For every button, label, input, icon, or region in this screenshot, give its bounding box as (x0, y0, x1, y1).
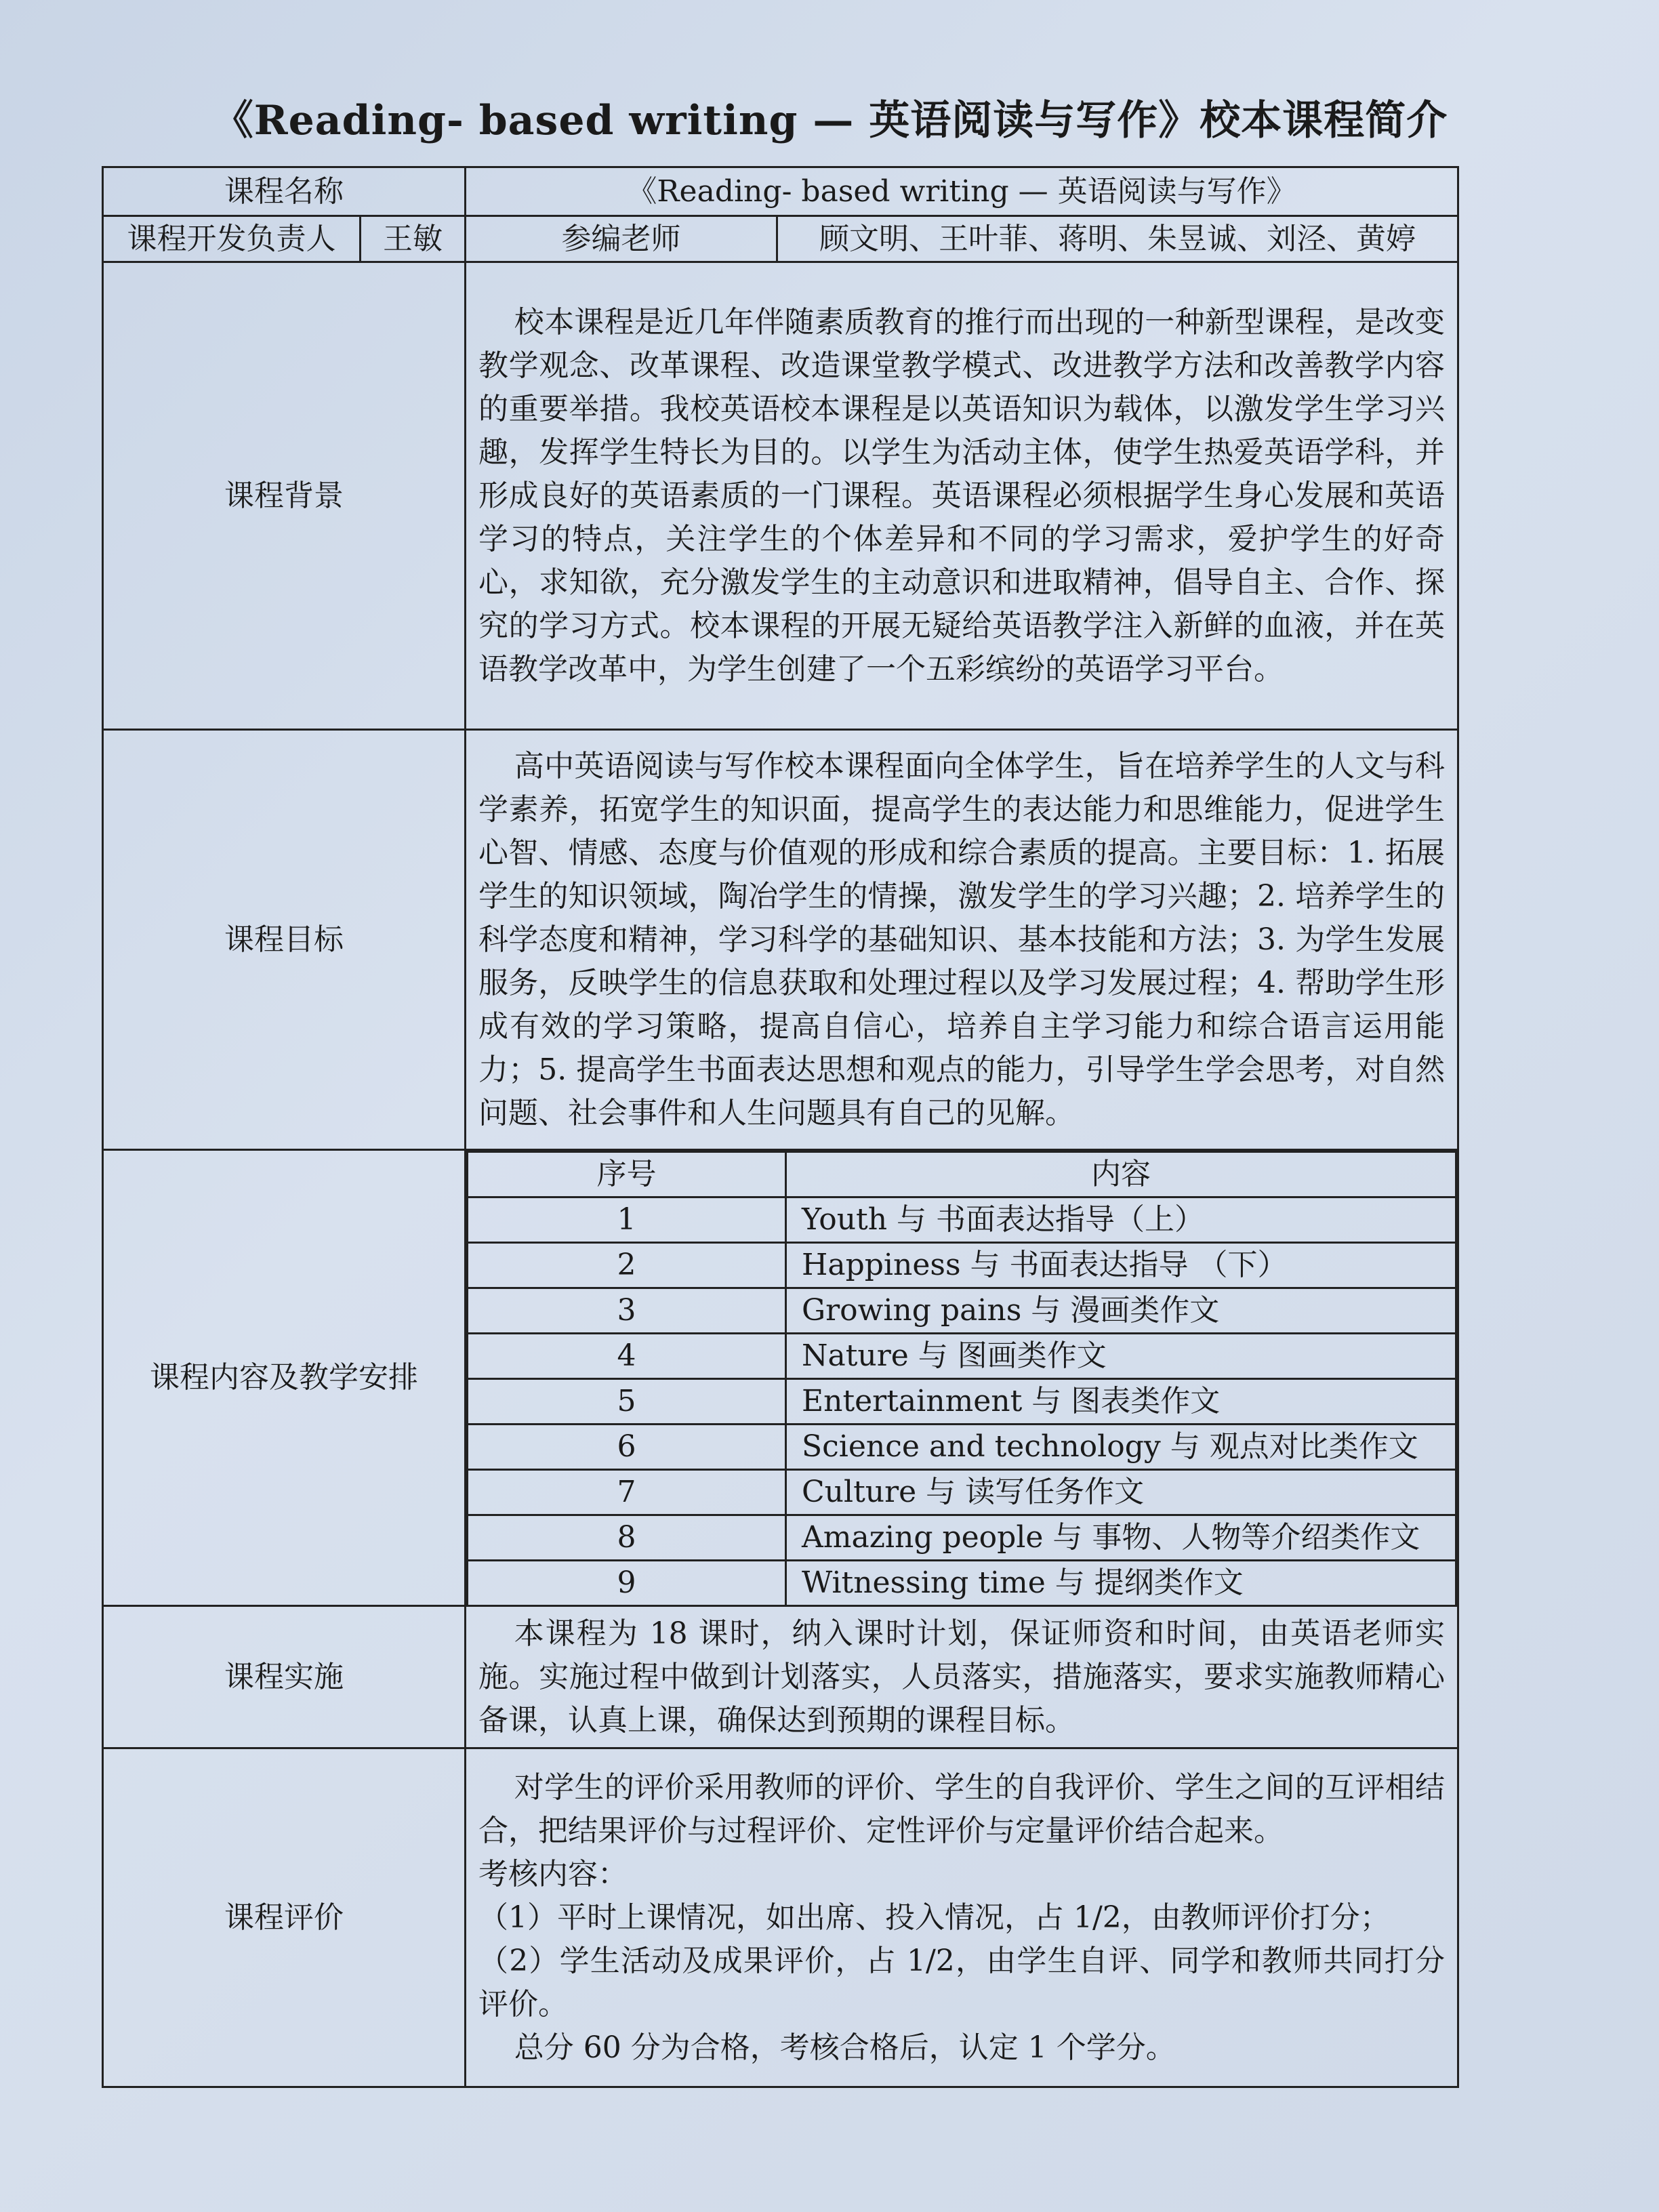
table-row (468, 1288, 1456, 1334)
content-schedule-table (466, 1151, 1457, 1605)
evaluation-item-2: （2）学生活动及成果评价，占 1/2，由学生自评、同学和教师共同打分评价。 (478, 1943, 1446, 2022)
row-num: 2 (468, 1243, 786, 1288)
table-row (468, 1197, 1456, 1243)
table-row (468, 1515, 1456, 1561)
row-text: Youth 与 书面表达指导（上） (786, 1197, 1456, 1243)
evaluation-label: 课程评价 (103, 1748, 466, 2087)
row-num: 6 (468, 1425, 786, 1470)
table-row (468, 1470, 1456, 1515)
implementation-cell (466, 1606, 1458, 1748)
row-text: Amazing people 与 事物、人物等介绍类作文 (786, 1515, 1456, 1561)
contributors-value: 顾文明、王叶菲、蒋明、朱昱诚、刘泾、黄婷 (777, 216, 1458, 262)
row-text: Happiness 与 书面表达指导 （下） (786, 1243, 1456, 1288)
document-title: 《Reading- based writing — 英语阅读与写作》校本课程简介 (212, 97, 1448, 144)
row-num: 4 (468, 1334, 786, 1379)
goals-cell (466, 730, 1458, 1150)
evaluation-cell (466, 1748, 1458, 2087)
row-text: Entertainment 与 图表类作文 (786, 1379, 1456, 1425)
row-num: 9 (468, 1561, 786, 1605)
header-content: 内容 (786, 1152, 1456, 1197)
goals-text: 高中英语阅读与写作校本课程面向全体学生，旨在培养学生的人文与科学素养，拓宽学生的知识面，提高学生的表达能力和思维能力，促进学生心智、情感、态度与价值观的形成和综合素质的提高。主要目标：1. 拓展学生的知识领域，陶冶学生的情操，激发学生的学习兴趣；2. 培养学生的科学态度和精神，学习科学的基础知识、基本技能和方法；3. 为学生发展服务，反映学生的信息获取和处理过程以及学习发展过程；4. 帮助学生形成有效的学习策略，提高自信心，培养自主学习能力和综合语言运用能力；5. 提高学生书面表达思想和观点的能力，引导学生学会思考，对自然问题、社会事件和人生问题具有自己的见解。 (478, 748, 1446, 1130)
developer-name: 王敏 (361, 216, 466, 262)
row-num: 3 (468, 1288, 786, 1334)
row-background (103, 262, 1458, 730)
evaluation-intro: 对学生的评价采用教师的评价、学生的自我评价、学生之间的互评相结合，把结果评价与过程评价、定性评价与定量评价结合起来。 (478, 1769, 1446, 1848)
row-num: 5 (468, 1379, 786, 1425)
course-name-value: 《Reading- based writing — 英语阅读与写作》 (466, 167, 1458, 216)
table-row (468, 1243, 1456, 1288)
row-goals (103, 730, 1458, 1150)
row-text: Growing pains 与 漫画类作文 (786, 1288, 1456, 1334)
row-developer (103, 216, 1458, 262)
row-text: Culture 与 读写任务作文 (786, 1470, 1456, 1515)
developer-label: 课程开发负责人 (103, 216, 361, 262)
evaluation-assess-label: 考核内容： (478, 1856, 628, 1891)
goals-label: 课程目标 (103, 730, 466, 1150)
course-intro-table (102, 166, 1459, 2088)
header-num: 序号 (468, 1152, 786, 1197)
background-cell (466, 262, 1458, 730)
row-num: 8 (468, 1515, 786, 1561)
implementation-label: 课程实施 (103, 1606, 466, 1748)
row-num: 1 (468, 1197, 786, 1243)
content-header-row (468, 1152, 1456, 1197)
content-label: 课程内容及教学安排 (103, 1150, 466, 1606)
table-row (468, 1561, 1456, 1605)
evaluation-summary: 总分 60 分为合格，考核合格后，认定 1 个学分。 (514, 2030, 1176, 2065)
row-content (103, 1150, 1458, 1606)
background-label: 课程背景 (103, 262, 466, 730)
table-row (468, 1425, 1456, 1470)
background-text: 校本课程是近几年伴随素质教育的推行而出现的一种新型课程，是改变教学观念、改革课程、改造课堂教学模式、改进教学方法和改善教学内容的重要举措。我校英语校本课程是以英语知识为载体，以激发学生学习兴趣，发挥学生特长为目的。以学生为活动主体，使学生热爱英语学科，并形成良好的英语素质的一门课程。英语课程必须根据学生身心发展和英语学习的特点，关注学生的个体差异和不同的学习需求，爱护学生的好奇心，求知欲，充分激发学生的主动意识和进取精神，倡导自主、合作、探究的学习方式。校本课程的开展无疑给英语教学注入新鲜的血液，并在英语教学改革中，为学生创建了一个五彩缤纷的英语学习平台。 (478, 304, 1446, 687)
row-num: 7 (468, 1470, 786, 1515)
content-cell (466, 1150, 1458, 1606)
course-name-label: 课程名称 (103, 167, 466, 216)
row-text: Science and technology 与 观点对比类作文 (786, 1425, 1456, 1470)
contributors-label: 参编老师 (466, 216, 777, 262)
row-text: Witnessing time 与 提纲类作文 (786, 1561, 1456, 1605)
evaluation-item-1: （1）平时上课情况，如出席、投入情况，占 1/2，由教师评价打分； (478, 1900, 1390, 1935)
row-course-name (103, 167, 1458, 216)
table-row (468, 1379, 1456, 1425)
row-evaluation (103, 1748, 1458, 2087)
table-row (468, 1334, 1456, 1379)
implementation-text: 本课程为 18 课时，纳入课时计划，保证师资和时间，由英语老师实施。实施过程中做到计划落实，人员落实，措施落实，要求实施教师精心备课，认真上课，确保达到预期的课程目标。 (478, 1616, 1446, 1738)
row-text: Nature 与 图画类作文 (786, 1334, 1456, 1379)
row-implementation (103, 1606, 1458, 1748)
